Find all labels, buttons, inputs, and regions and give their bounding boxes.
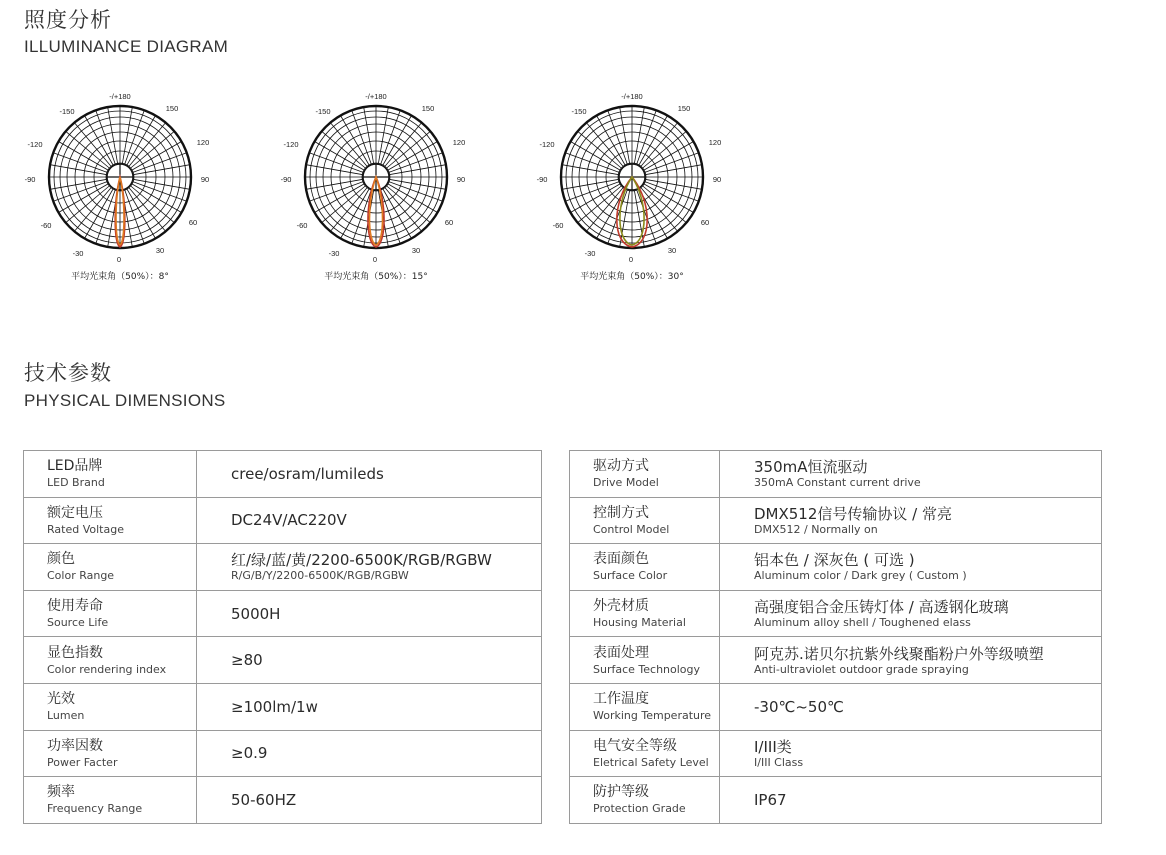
spec-value: DMX512信号传输协议 / 常亮 DMX512 / Normally on <box>720 497 1102 544</box>
spec-label: 防护等级 Protection Grade <box>570 777 720 824</box>
spec-row-safety-level <box>570 730 1102 777</box>
angle-label-p120: 120 <box>452 138 466 147</box>
beam-angle-caption: 平均光束角（50%）：15° <box>324 272 428 282</box>
angle-label-n30: -30 <box>72 249 84 258</box>
angle-label-top: -/+180 <box>365 92 387 101</box>
spec-label: 功率因数 Power Facter <box>24 730 197 777</box>
polar-diagram-30deg <box>532 90 732 285</box>
angle-label-p60: 60 <box>444 218 454 227</box>
illuminance-title-en: ILLUMINANCE DIAGRAM <box>24 37 229 56</box>
specs-title-en: PHYSICAL DIMENSIONS <box>24 391 226 410</box>
grid-spoke <box>50 179 106 189</box>
spec-row-lumen <box>24 683 542 730</box>
beam-angle-caption: 平均光束角（50%）：30° <box>580 272 684 282</box>
angle-label-n60: -60 <box>40 221 52 230</box>
angle-label-zero: 0 <box>628 255 634 264</box>
spec-value: 50-60HZ <box>197 777 542 824</box>
spec-row-source-life <box>24 590 542 637</box>
angle-label-n60: -60 <box>552 221 564 230</box>
spec-value: DC24V/AC220V <box>197 497 542 544</box>
polar-chart <box>276 90 476 265</box>
grid-spoke <box>306 165 362 175</box>
angle-label-p150: 150 <box>677 104 691 113</box>
spec-row-working-temperature <box>570 683 1102 730</box>
angle-label-p30: 30 <box>667 246 677 255</box>
angle-label-p60: 60 <box>188 218 198 227</box>
grid-spoke <box>390 179 446 189</box>
spec-row-protection-grade <box>570 777 1102 824</box>
angle-label-n120: -120 <box>283 140 299 149</box>
spec-value: ≥100lm/1w <box>197 683 542 730</box>
illuminance-title-cn: 照度分析 <box>24 8 112 32</box>
grid-spoke <box>390 165 446 175</box>
spec-row-housing-material <box>570 590 1102 637</box>
spec-label: 使用寿命 Source Life <box>24 590 197 637</box>
grid-spoke <box>50 165 106 175</box>
angle-label-p90: 90 <box>712 175 722 184</box>
angle-label-p150: 150 <box>165 104 179 113</box>
angle-label-n30: -30 <box>328 249 340 258</box>
beam-angle-caption: 平均光束角（50%）：8° <box>71 272 169 282</box>
spec-row-surface-color <box>570 544 1102 591</box>
angle-label-p120: 120 <box>196 138 210 147</box>
grid-spoke <box>634 107 644 163</box>
angle-label-p30: 30 <box>411 246 421 255</box>
spec-value: 高强度铝合金压铸灯体 / 高透钢化玻璃 Aluminum alloy shell / Toughened elass <box>720 590 1102 637</box>
spec-table-right <box>569 450 1102 824</box>
angle-label-n30: -30 <box>584 249 596 258</box>
angle-label-n90: -90 <box>24 175 36 184</box>
angle-label-p120: 120 <box>708 138 722 147</box>
spec-row-led-brand <box>24 451 542 498</box>
grid-spoke <box>134 179 190 189</box>
spec-label: 控制方式 Control Model <box>570 497 720 544</box>
polar-diagram-8deg <box>20 90 220 285</box>
spec-table-left <box>23 450 542 824</box>
spec-value: ≥0.9 <box>197 730 542 777</box>
spec-value: IP67 <box>720 777 1102 824</box>
angle-label-top: -/+180 <box>621 92 643 101</box>
spec-label: 外壳材质 Housing Material <box>570 590 720 637</box>
spec-label: 表面处理 Surface Technology <box>570 637 720 684</box>
grid-spoke <box>108 107 118 163</box>
spec-row-power-factor <box>24 730 542 777</box>
spec-value: 阿克苏.诺贝尔抗紫外线聚酯粉户外等级喷塑 Anti-ultraviolet outdoor grade spraying <box>720 637 1102 684</box>
spec-label: 电气安全等级 Eletrical Safety Level <box>570 730 720 777</box>
angle-label-p30: 30 <box>155 246 165 255</box>
angle-label-n120: -120 <box>539 140 555 149</box>
spec-label: 驱动方式 Drive Model <box>570 451 720 498</box>
spec-row-cri <box>24 637 542 684</box>
angle-label-p60: 60 <box>700 218 710 227</box>
spec-label: 颜色 Color Range <box>24 544 197 591</box>
angle-label-p90: 90 <box>456 175 466 184</box>
polar-chart <box>20 90 220 265</box>
grid-spoke <box>562 165 618 175</box>
grid-spoke <box>562 179 618 189</box>
grid-spoke <box>364 107 374 163</box>
spec-label: 光效 Lumen <box>24 683 197 730</box>
specs-title-cn: 技术参数 <box>24 361 112 385</box>
angle-label-n120: -120 <box>27 140 43 149</box>
spec-value: -30℃~50℃ <box>720 683 1102 730</box>
angle-label-p150: 150 <box>421 104 435 113</box>
spec-value: 5000H <box>197 590 542 637</box>
spec-label: 额定电压 Rated Voltage <box>24 497 197 544</box>
angle-label-top: -/+180 <box>109 92 131 101</box>
spec-value: I/III类 I/III Class <box>720 730 1102 777</box>
spec-value: 铝本色 / 深灰色 ( 可选 ) Aluminum color / Dark grey ( Custom ) <box>720 544 1102 591</box>
spec-label: 显色指数 Color rendering index <box>24 637 197 684</box>
angle-label-n90: -90 <box>280 175 292 184</box>
spec-label: 工作温度 Working Temperature <box>570 683 720 730</box>
spec-label: 表面颜色 Surface Color <box>570 544 720 591</box>
angle-label-n60: -60 <box>296 221 308 230</box>
spec-value: ≥80 <box>197 637 542 684</box>
grid-spoke <box>306 179 362 189</box>
angle-label-n150: -150 <box>315 107 331 116</box>
angle-label-zero: 0 <box>372 255 378 264</box>
angle-label-n150: -150 <box>59 107 75 116</box>
spec-value: 350mA恒流驱动 350mA Constant current drive <box>720 451 1102 498</box>
grid-spoke <box>620 107 630 163</box>
grid-spoke <box>646 165 702 175</box>
spec-row-color-range <box>24 544 542 591</box>
grid-spoke <box>134 165 190 175</box>
spec-value: 红/绿/蓝/黄/2200-6500K/RGB/RGBW R/G/B/Y/2200-6500K/RGB/RGBW <box>197 544 542 591</box>
spec-row-surface-technology <box>570 637 1102 684</box>
spec-label: 频率 Frequency Range <box>24 777 197 824</box>
angle-label-zero: 0 <box>116 255 122 264</box>
spec-row-drive-model <box>570 451 1102 498</box>
angle-label-n150: -150 <box>571 107 587 116</box>
angle-label-p90: 90 <box>200 175 210 184</box>
grid-spoke <box>122 107 132 163</box>
polar-chart <box>532 90 732 265</box>
grid-spoke <box>646 179 702 189</box>
spec-value: cree/osram/lumileds <box>197 451 542 498</box>
polar-diagram-15deg <box>276 90 476 285</box>
spec-row-frequency <box>24 777 542 824</box>
spec-row-control-model <box>570 497 1102 544</box>
spec-label: LED品牌 LED Brand <box>24 451 197 498</box>
grid-spoke <box>378 107 388 163</box>
spec-row-rated-voltage <box>24 497 542 544</box>
angle-label-n90: -90 <box>536 175 548 184</box>
